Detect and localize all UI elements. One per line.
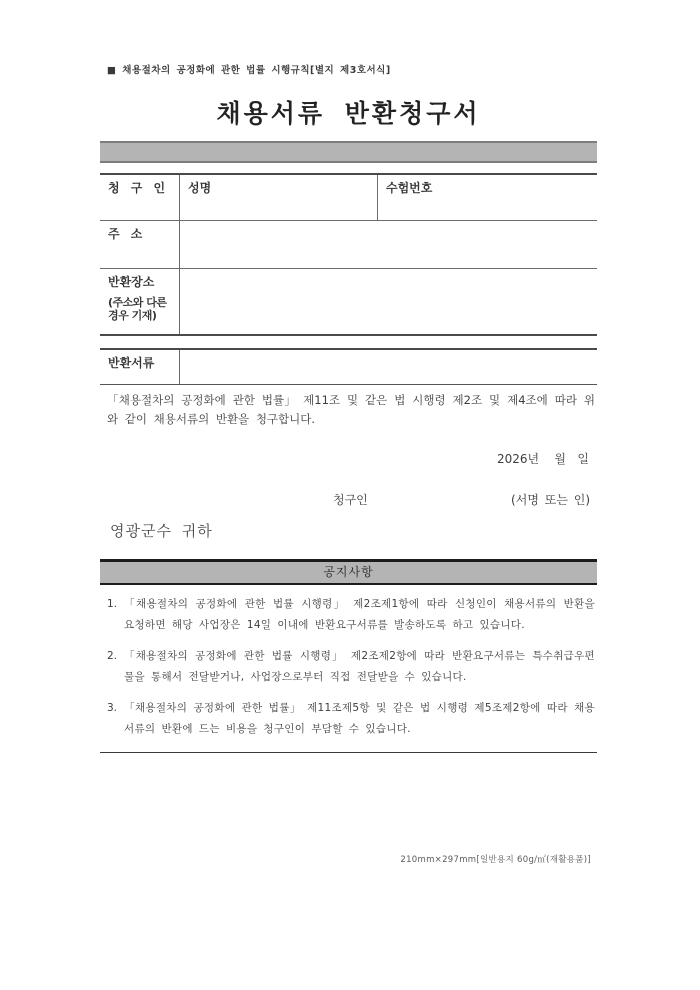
table-row-address (100, 220, 597, 268)
notice-item-number: 3. (107, 702, 118, 714)
document-content (100, 0, 597, 865)
notice-item-number: 1. (107, 598, 118, 610)
recipient-line: 영광군수 귀하 (110, 522, 213, 540)
title-divider-bar (100, 141, 597, 163)
paper-spec-note: 210mm×297mm[일반용지 60g/㎡(재활용품)] (400, 855, 591, 865)
notice-item-2 (107, 646, 595, 688)
notice-item-text: 「채용절차의 공정화에 관한 법률」 제11조제5항 및 같은 법 시행령 제5조제2항에 따라 채용서류의 반환에 드는 비용을 청구인이 부담할 수 있습니다. (124, 702, 595, 735)
notice-header-bar: 공지사항 (100, 559, 597, 585)
return-place-label-cell (100, 269, 180, 334)
name-cell (180, 175, 378, 220)
notice-item-3 (107, 698, 595, 740)
notice-item-number: 2. (107, 650, 118, 662)
table-row-claimant (100, 175, 597, 220)
claimant-info-table (100, 173, 597, 336)
return-documents-table (100, 348, 597, 385)
table-row-return-place (100, 268, 597, 334)
return-place-value-field (180, 269, 597, 334)
exam-number-cell (378, 175, 597, 220)
page-title: 채용서류 반환청구서 (216, 99, 481, 128)
notice-item-1 (107, 594, 595, 636)
return-place-label: 반환장소 (108, 275, 155, 289)
return-documents-value-field (180, 350, 597, 384)
date-line: 2026년 월 일 (496, 452, 589, 466)
notice-item-text: 「채용절차의 공정화에 관한 법률 시행령」 제2조제1항에 따라 신청인이 채용서류의 반환을 요청하면 해당 사업장은 14일 이내에 반환요구서류를 발송하도록 하고 있습니다. (124, 598, 595, 631)
address-value-field (180, 221, 597, 268)
regulation-note: ■ 채용절차의 공정화에 관한 법률 시행규칙[별지 제3호서식] (107, 65, 391, 76)
name-label: 성명 (188, 181, 212, 195)
return-documents-label: 반환서류 (100, 350, 180, 384)
address-label: 주 소 (100, 221, 180, 268)
notice-item-text: 「채용절차의 공정화에 관한 법률 시행령」 제2조제2항에 따라 반환요구서류는 특수취급우편물을 통해서 전달받거나, 사업장으로부터 직접 전달받을 수 있습니다. (124, 650, 595, 683)
signature-line (100, 491, 597, 507)
notice-list (100, 594, 597, 753)
return-place-note: (주소와 다른 경우 기재) (108, 296, 167, 322)
signature-or-seal-note: (서명 또는 인) (511, 493, 590, 507)
claimant-label: 청 구 인 (100, 175, 180, 220)
declaration-text: 「채용절차의 공정화에 관한 법률」 제11조 및 같은 법 시행령 제2조 및 제4조에 따라 위와 같이 채용서류의 반환을 청구합니다. (107, 393, 595, 426)
claimant-signature-label: 청구인 (333, 493, 368, 507)
exam-number-label: 수험번호 (386, 181, 433, 195)
